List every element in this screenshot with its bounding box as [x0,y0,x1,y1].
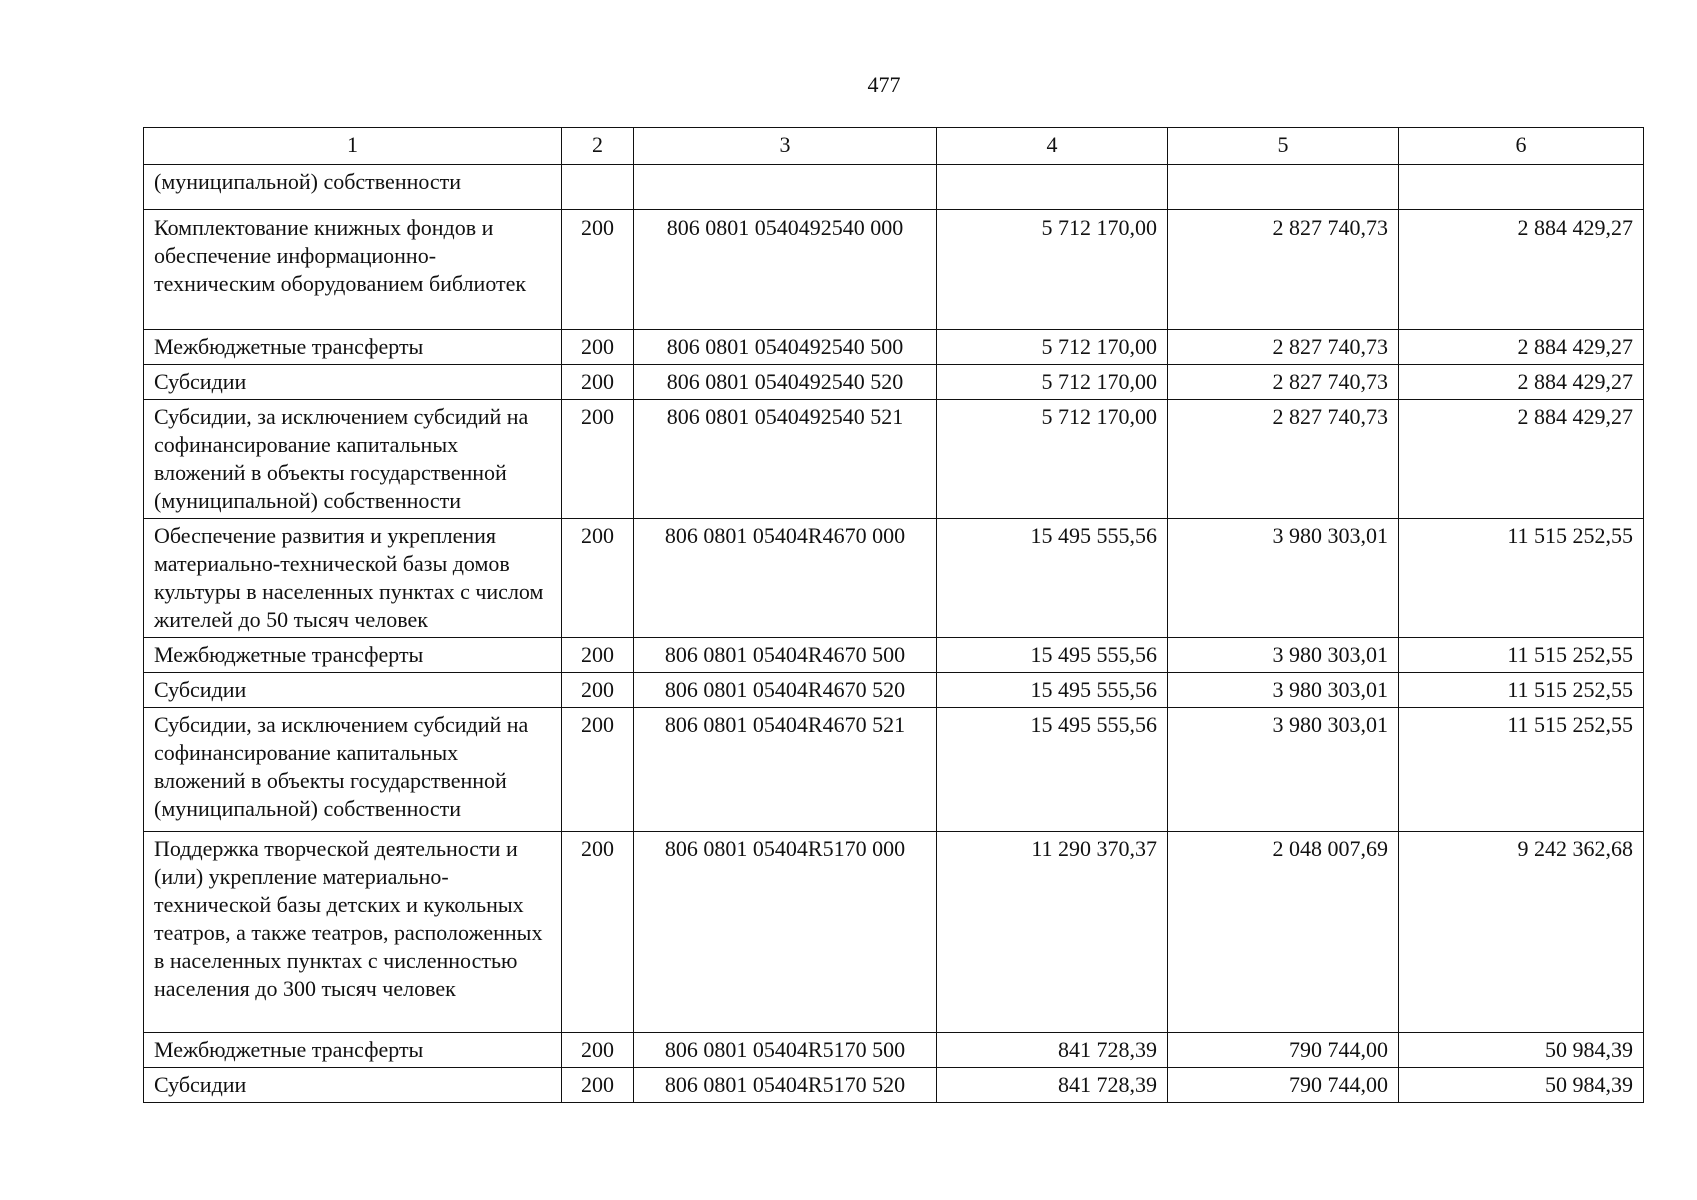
column-header: 6 [1399,128,1644,165]
row-value-5 [1168,165,1399,210]
row-code: 806 0801 0540492540 520 [634,365,937,400]
table-row [144,519,1644,638]
row-code: 806 0801 05404R4670 500 [634,638,937,673]
row-value-5: 2 827 740,73 [1168,365,1399,400]
row-code [634,165,937,210]
row-value-5: 2 827 740,73 [1168,400,1399,519]
row-value-4: 5 712 170,00 [937,210,1168,330]
table-row [144,400,1644,519]
row-value-6: 9 242 362,68 [1399,832,1644,1033]
row-name: Субсидии [144,365,562,400]
row-value-4: 841 728,39 [937,1068,1168,1103]
row-col2: 200 [562,673,634,708]
table-header-row [144,128,1644,165]
row-value-4: 15 495 555,56 [937,519,1168,638]
column-header: 5 [1168,128,1399,165]
row-name: Межбюджетные трансферты [144,330,562,365]
row-value-4: 11 290 370,37 [937,832,1168,1033]
table-row [144,1068,1644,1103]
row-code: 806 0801 0540492540 521 [634,400,937,519]
row-col2: 200 [562,832,634,1033]
row-code: 806 0801 05404R4670 000 [634,519,937,638]
page-number: 477 [867,72,901,97]
row-name: Субсидии [144,673,562,708]
row-value-6: 2 884 429,27 [1399,210,1644,330]
row-value-5: 790 744,00 [1168,1033,1399,1068]
row-name: Субсидии, за исключением субсидий на софинансирование капитальных вложений в объекты государственной (муниципальной) собственности [144,708,562,832]
budget-table [143,127,1644,1103]
row-value-6: 11 515 252,55 [1399,519,1644,638]
table-row [144,165,1644,210]
row-code: 806 0801 05404R5170 500 [634,1033,937,1068]
row-value-6: 11 515 252,55 [1399,708,1644,832]
table-row [144,210,1644,330]
row-col2: 200 [562,638,634,673]
row-value-4: 15 495 555,56 [937,638,1168,673]
row-value-6: 2 884 429,27 [1399,400,1644,519]
row-value-4: 5 712 170,00 [937,330,1168,365]
row-name: Субсидии, за исключением субсидий на софинансирование капитальных вложений в объекты государственной (муниципальной) собственности [144,400,562,519]
row-name: Комплектование книжных фондов и обеспечение информационно-техническим оборудованием библиотек [144,210,562,330]
table-row [144,1033,1644,1068]
row-value-6: 11 515 252,55 [1399,638,1644,673]
column-header: 2 [562,128,634,165]
row-code: 806 0801 05404R4670 521 [634,708,937,832]
column-header: 1 [144,128,562,165]
row-name: Обеспечение развития и укрепления материально-технической базы домов культуры в населенных пунктах с числом жителей до 50 тысяч человек [144,519,562,638]
row-col2: 200 [562,365,634,400]
row-code: 806 0801 05404R4670 520 [634,673,937,708]
row-col2: 200 [562,400,634,519]
row-code: 806 0801 0540492540 000 [634,210,937,330]
row-col2: 200 [562,519,634,638]
row-value-6: 2 884 429,27 [1399,330,1644,365]
row-name: (муниципальной) собственности [144,165,562,210]
table-row [144,673,1644,708]
table-row [144,330,1644,365]
row-value-6: 50 984,39 [1399,1068,1644,1103]
column-header: 3 [634,128,937,165]
row-value-5: 790 744,00 [1168,1068,1399,1103]
column-header: 4 [937,128,1168,165]
row-value-4: 15 495 555,56 [937,673,1168,708]
row-value-6: 50 984,39 [1399,1033,1644,1068]
row-value-4: 5 712 170,00 [937,400,1168,519]
row-value-5: 3 980 303,01 [1168,673,1399,708]
table-row [144,708,1644,832]
row-value-6: 2 884 429,27 [1399,365,1644,400]
row-name: Межбюджетные трансферты [144,1033,562,1068]
row-col2: 200 [562,1068,634,1103]
row-code: 806 0801 0540492540 500 [634,330,937,365]
table-row [144,832,1644,1033]
row-name: Поддержка творческой деятельности и (или) укрепление материально-технической базы детских и кукольных театров, а также театров, расположенных в населенных пунктах с численностью населения до 300 тысяч человек [144,832,562,1033]
table-row [144,365,1644,400]
row-value-6 [1399,165,1644,210]
row-value-5: 3 980 303,01 [1168,638,1399,673]
row-col2: 200 [562,330,634,365]
row-code: 806 0801 05404R5170 000 [634,832,937,1033]
row-col2 [562,165,634,210]
row-value-5: 2 048 007,69 [1168,832,1399,1033]
row-value-4: 5 712 170,00 [937,365,1168,400]
row-value-4: 15 495 555,56 [937,708,1168,832]
row-value-6: 11 515 252,55 [1399,673,1644,708]
row-col2: 200 [562,1033,634,1068]
row-code: 806 0801 05404R5170 520 [634,1068,937,1103]
row-value-4 [937,165,1168,210]
row-value-5: 2 827 740,73 [1168,330,1399,365]
row-col2: 200 [562,210,634,330]
row-value-5: 2 827 740,73 [1168,210,1399,330]
row-value-4: 841 728,39 [937,1033,1168,1068]
row-col2: 200 [562,708,634,832]
row-name: Межбюджетные трансферты [144,638,562,673]
table-row [144,638,1644,673]
row-name: Субсидии [144,1068,562,1103]
row-value-5: 3 980 303,01 [1168,519,1399,638]
row-value-5: 3 980 303,01 [1168,708,1399,832]
